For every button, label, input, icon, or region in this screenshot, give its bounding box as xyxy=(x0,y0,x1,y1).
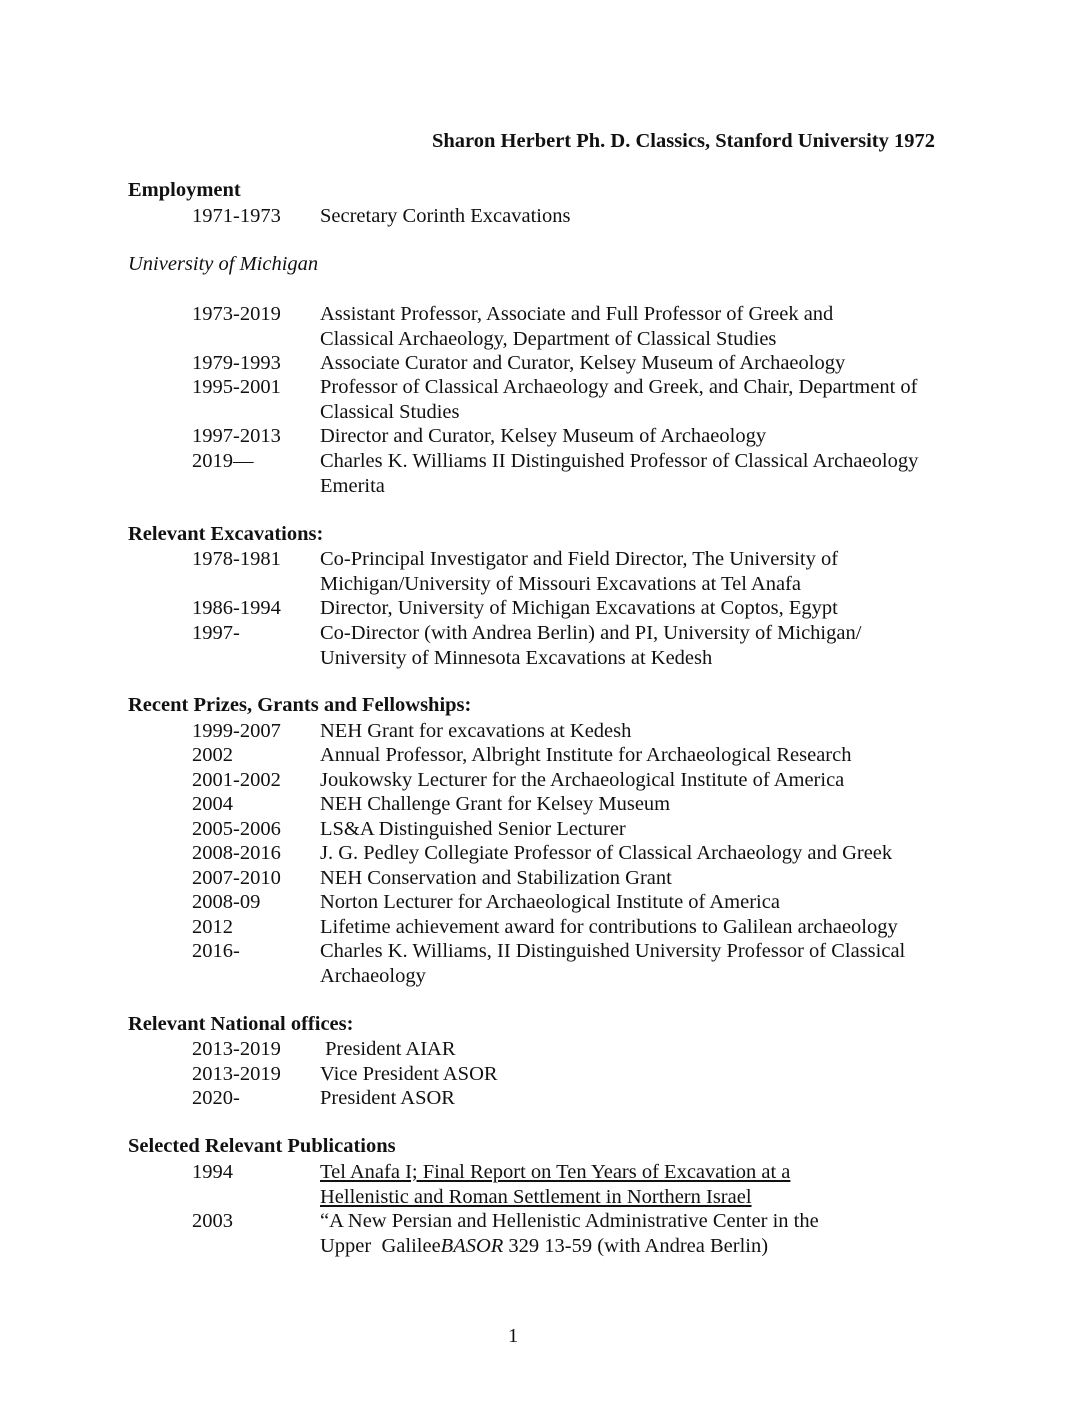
entry-years: 2008-09 xyxy=(192,891,261,913)
entry-text: President ASOR xyxy=(320,1087,455,1109)
publication-title-underlined: Tel Anafa I; Final Report on Ten Years of Excavation at a xyxy=(320,1161,791,1183)
entry-text: Lifetime achievement award for contributions to Galilean archaeology xyxy=(320,916,898,938)
entry-years: 2001-2002 xyxy=(192,769,281,791)
entry-years: 2003 xyxy=(192,1210,233,1232)
entry-years: 1978-1981 xyxy=(192,548,281,570)
entry-text: Charles K. Williams, II Distinguished University Professor of Classical Archaeology xyxy=(320,940,906,987)
entry-years: 2020- xyxy=(192,1087,240,1109)
entry-text: Director and Curator, Kelsey Museum of Archaeology xyxy=(320,425,767,447)
entry-years: 2002 xyxy=(192,744,233,766)
entry-years: 2016- xyxy=(192,940,240,962)
entry-years: 2013-2019 xyxy=(192,1038,281,1060)
entry-text: LS&A Distinguished Senior Lecturer xyxy=(320,818,626,840)
entry-years: 1994 xyxy=(192,1161,233,1183)
entry-text: Norton Lecturer for Archaeological Institute of America xyxy=(320,891,780,913)
section-heading-university-of-michigan: University of Michigan xyxy=(128,253,319,275)
section-heading-national-offices: Relevant National offices: xyxy=(128,1013,354,1035)
entry-text: Co-Principal Investigator and Field Director, The University of Michigan/University of Missouri Excavations at Tel Anafa xyxy=(320,548,839,595)
entry-text: Assistant Professor, Associate and Full Professor of Greek and Classical Archaeology, Department of Classical Studies xyxy=(320,303,834,350)
entry-years: 1999-2007 xyxy=(192,720,281,742)
entry-years: 1971-1973 xyxy=(192,205,281,227)
entry-years: 1973-2019 xyxy=(192,303,281,325)
publication-title-underlined: Hellenistic and Roman Settlement in Northern Israel xyxy=(320,1185,752,1208)
entry-text: J. G. Pedley Collegiate Professor of Classical Archaeology and Greek xyxy=(320,842,893,864)
section-heading-employment: Employment xyxy=(128,179,241,201)
entry-years: 2007-2010 xyxy=(192,867,281,889)
entry-text: Annual Professor, Albright Institute for Archaeological Research xyxy=(320,744,852,766)
entry-years: 2004 xyxy=(192,793,233,815)
page-title: Sharon Herbert Ph. D. Classics, Stanford University 1972 xyxy=(432,130,936,152)
entry-text: “A New Persian and Hellenistic Administrative Center in the Upper GalileeBASOR 329 13-59 (with Andrea Berlin) xyxy=(320,1210,819,1257)
section-heading-publications: Selected Relevant Publications xyxy=(128,1135,396,1157)
journal-name: BASOR xyxy=(440,1234,504,1257)
entry-text: Vice President ASOR xyxy=(320,1063,498,1085)
entry-text: Secretary Corinth Excavations xyxy=(320,205,571,227)
entry-years: 1986-1994 xyxy=(192,597,281,619)
entry-text: Co-Director (with Andrea Berlin) and PI, University of Michigan/ University of Minnesota Excavations at Kedesh xyxy=(320,622,862,669)
entry-years: 2019— xyxy=(192,450,254,472)
entry-years: 2008-2016 xyxy=(192,842,281,864)
section-heading-prizes: Recent Prizes, Grants and Fellowships: xyxy=(128,694,472,716)
entry-years: 2013-2019 xyxy=(192,1063,281,1085)
entry-text xyxy=(320,1160,960,1209)
entry-text: NEH Conservation and Stabilization Grant xyxy=(320,867,672,889)
entry-years: 1997- xyxy=(192,622,240,644)
entry-years: 1997-2013 xyxy=(192,425,281,447)
entry-years: 1995-2001 xyxy=(192,376,281,398)
entry-years: 2005-2006 xyxy=(192,818,281,840)
entry-text: NEH Challenge Grant for Kelsey Museum xyxy=(320,793,671,815)
page-number: 1 xyxy=(508,1325,519,1347)
entry-years: 2012 xyxy=(192,916,233,938)
entry-text: President AIAR xyxy=(320,1038,456,1060)
section-heading-excavations: Relevant Excavations: xyxy=(128,523,324,545)
entry-text: Associate Curator and Curator, Kelsey Museum of Archaeology xyxy=(320,352,846,374)
entry-text: Charles K. Williams II Distinguished Professor of Classical Archaeology Emerita xyxy=(320,450,919,497)
entry-text: Director, University of Michigan Excavations at Coptos, Egypt xyxy=(320,597,838,619)
entry-text: Joukowsky Lecturer for the Archaeological Institute of America xyxy=(320,769,845,791)
entry-text: NEH Grant for excavations at Kedesh xyxy=(320,720,632,742)
entry-text: Professor of Classical Archaeology and Greek, and Chair, Department of Classical Studies xyxy=(320,376,918,423)
entry-years: 1979-1993 xyxy=(192,352,281,374)
